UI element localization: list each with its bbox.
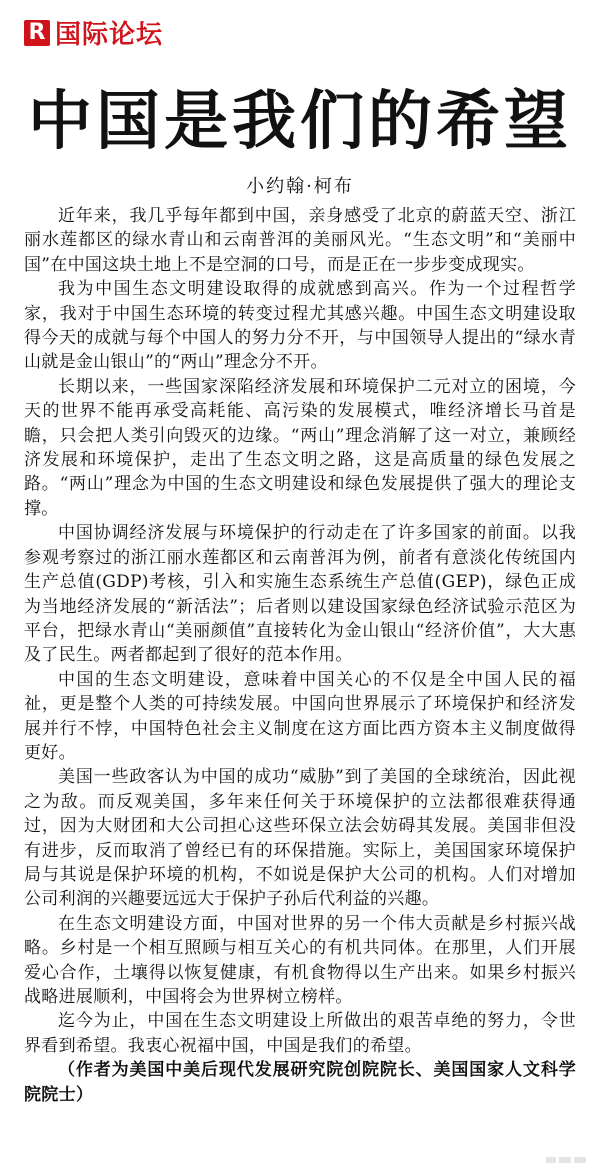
article-title: 中国是我们的希望 <box>28 85 572 159</box>
paragraph-3: 长期以来，一些国家深陷经济发展和环境保护二元对立的困境，今天的世界不能再承受高耗能、高污染的发展模式，唯经济增长马首是瞻，只会把人类引向毁灭的边缘。“两山”理念消解了这一对立，兼顾经济发展和环境保护，走出了生态文明之路，这是高质量的绿色发展之路。“两山”理念为中国的生态文明建设和绿色发展提供了强大的理论支撑。 <box>24 376 576 519</box>
paragraph-1: 近年来，我几乎每年都到中国，亲身感受了北京的蔚蓝天空、浙江丽水莲都区的绿水青山和云南普洱的美丽风光。“生态文明”和“美丽中国”在中国这块土地上不是空洞的口号，而是正在一步步变成现实。 <box>24 206 576 275</box>
column-header <box>24 14 163 51</box>
paragraph-5: 中国的生态文明建设，意味着中国关心的不仅是全中国人民的福祉，更是整个人类的可持续发展。中国向世界展示了环境保护和经济发展并行不悖，中国特色社会主义制度在这方面比西方资本主义制度做得更好。 <box>24 669 576 763</box>
column-badge-icon: R <box>24 20 50 46</box>
paragraph-7: 在生态文明建设方面，中国对世界的另一个伟大贡献是乡村振兴战略。乡村是一个相互照顾与相互关心的有机共同体。在那里，人们开展爱心合作，土壤得以恢复健康，有机食物得以生产出来。如果乡村振兴战略进展顺利，中国将会为世界树立榜样。 <box>24 913 576 1007</box>
article-body <box>24 204 576 1107</box>
paragraph-8: 迄今为止，中国在生态文明建设上所做出的艰苦卓绝的努力，令世界看到希望。我衷心祝福中国，中国是我们的希望。 <box>24 1011 576 1056</box>
paragraph-6: 美国一些政客认为中国的成功“威胁”到了美国的全球统治，因此视之为敌。而反观美国，多年来任何关于环境保护的立法都很难获得通过，因为大财团和大公司担心这些环保立法会妨碍其发展。美国非但没有进步，反而取消了曾经已有的环保措施。实际上，美国国家环境保护局与其说是保护环境的机构，不如说是保护大公司的机构。人们对增加公司利润的兴趣要远远大于保护子孙后代利益的兴趣。 <box>24 767 576 910</box>
author-footnote: （作者为美国中美后现代发展研究院创院院长、美国国家人文科学院院士） <box>24 1060 576 1105</box>
paragraph-4: 中国协调经济发展与环境保护的行动走在了许多国家的前面。以我参观考察过的浙江丽水莲都区和云南普洱为例，前者有意淡化传统国内生产总值(GDP)考核，引入和实施生态系统生产总值(GEP)，绿色正成为当地经济发展的“新活法”；后者则以建设国家绿色经济试验示范区为平台，把绿水青山“美丽颜值”直接转化为金山银山“经济价值”，大大惠及了民生。两者都起到了很好的范本作用。 <box>24 523 576 666</box>
column-name: 国际论坛 <box>55 20 164 50</box>
article-author: 小约翰·柯布 <box>246 176 354 197</box>
paragraph-2: 我为中国生态文明建设取得的成就感到高兴。作为一个过程哲学家，我对于中国生态环境的转变过程尤其感兴趣。中国生态文明建设取得今天的成就与每个中国人的努力分不开，与中国领导人提出的“绿水青山就是金山银山”的“两山”理念分不开。 <box>24 279 576 373</box>
watermark-icon <box>546 1155 586 1165</box>
